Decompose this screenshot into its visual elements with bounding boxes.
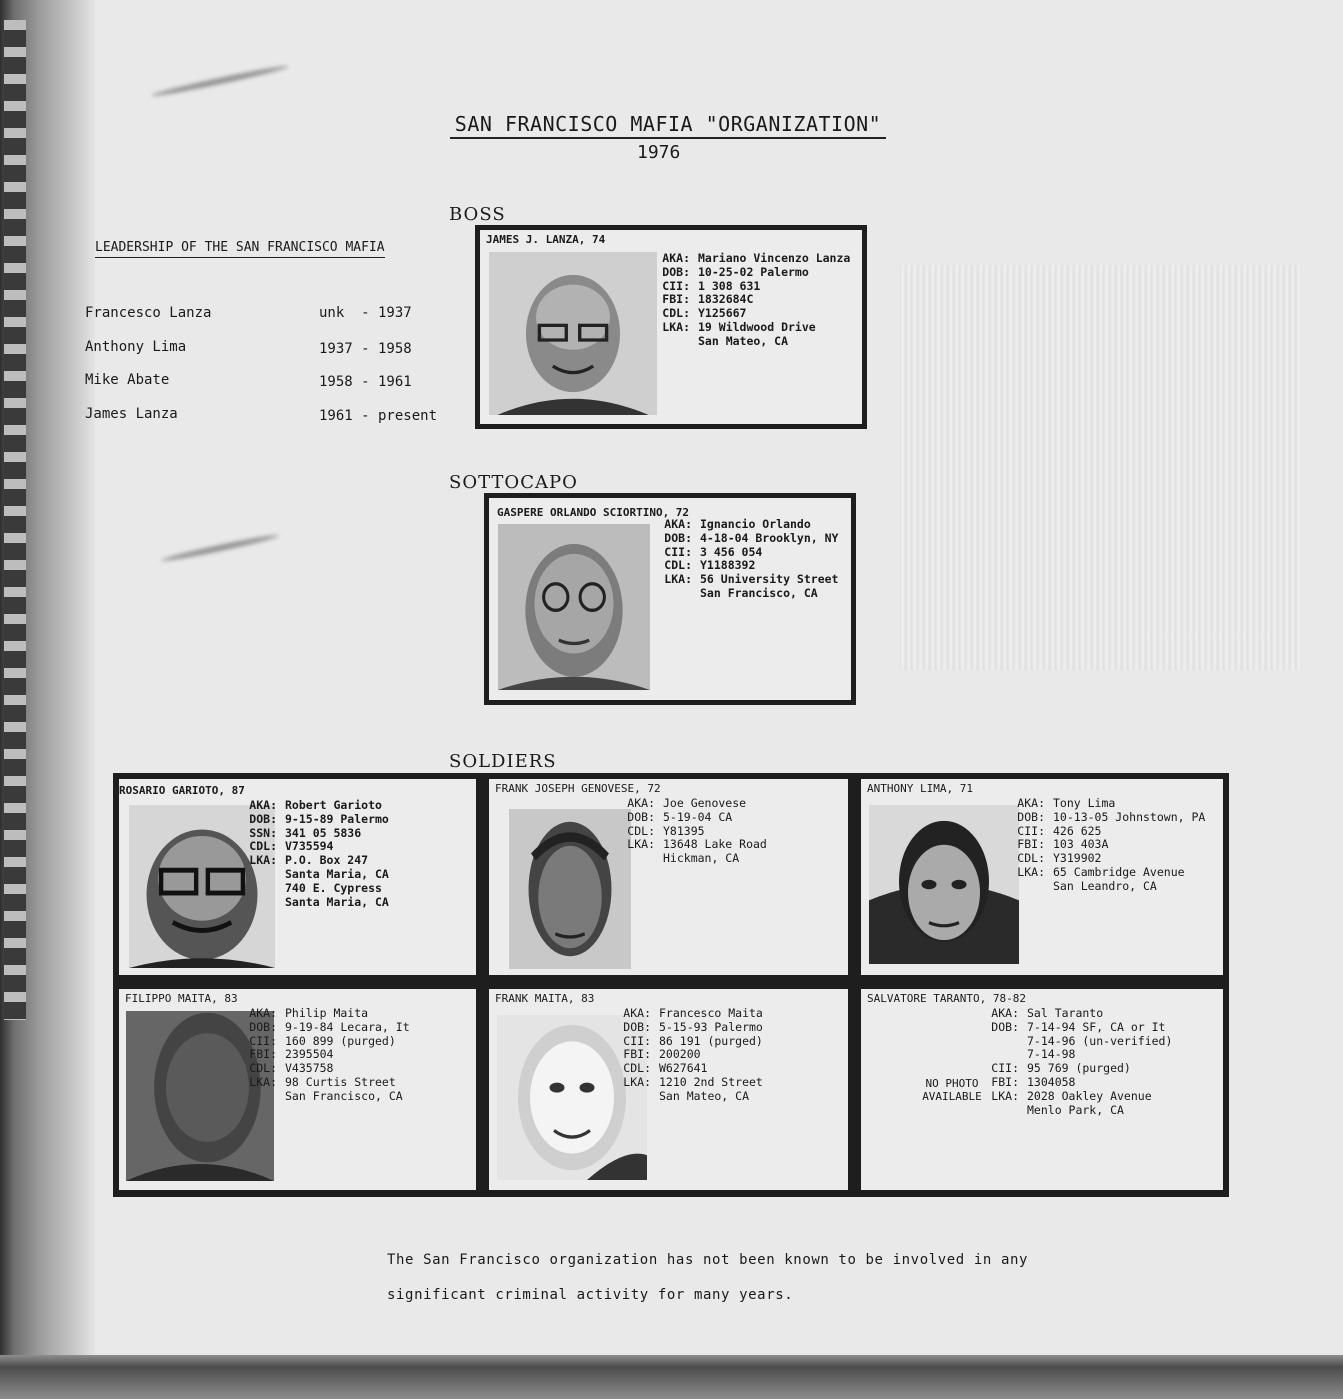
leader-name: Mike Abate (85, 372, 170, 388)
field-value: 5-15-93 Palermo (659, 1019, 763, 1034)
field-value: Y1188392 (700, 558, 756, 573)
field-label: DOB: (249, 1019, 277, 1034)
field-value: 13648 Lake Road (663, 837, 767, 852)
soldier-card (119, 779, 476, 975)
info-row (652, 587, 838, 601)
info-row (237, 813, 389, 827)
field-value: 98 Curtis Street (285, 1074, 396, 1089)
info-row (615, 852, 767, 866)
soldier-card (489, 779, 848, 975)
field-value: 95 769 (purged) (1027, 1061, 1131, 1076)
field-label: CII: (664, 544, 692, 559)
boss-name: JAMES J. LANZA, 74 (486, 233, 606, 246)
spiral-binding (4, 20, 26, 1020)
info-row (979, 1007, 1172, 1021)
leadership-row (85, 339, 412, 357)
field-label: CDL: (623, 1061, 651, 1076)
document-year: 1976 (637, 142, 681, 163)
field-label: FBI: (623, 1047, 651, 1062)
field-value: Tony Lima (1053, 796, 1116, 810)
field-label: AKA: (249, 1006, 277, 1020)
info-row (237, 1076, 410, 1090)
no-photo-notice: NO PHOTO AVAILABLE (922, 1077, 982, 1103)
field-value: W627641 (659, 1061, 708, 1076)
field-label: CII: (1017, 823, 1045, 838)
section-boss: BOSS (449, 204, 506, 225)
soldier-photo (509, 809, 631, 969)
soldier-name: ROSARIO GARIOTO, 87 (119, 784, 245, 797)
sottocapo-photo (498, 524, 650, 690)
leader-name: James Lanza (85, 406, 178, 422)
info-row (1005, 797, 1205, 811)
leadership-row (85, 372, 412, 390)
info-row (650, 266, 850, 280)
field-value: Sal Taranto (1027, 1006, 1104, 1020)
field-value: 426 625 (1053, 823, 1102, 838)
field-value: V735594 (285, 839, 334, 854)
field-value: V435758 (285, 1061, 334, 1076)
info-row (611, 1021, 763, 1035)
field-label: CII: (662, 278, 690, 293)
field-value: P.O. Box 247 (285, 853, 369, 868)
info-row (615, 825, 767, 839)
field-label: DOB: (627, 809, 655, 824)
soldier-info (611, 1007, 763, 1104)
field-label: FBI: (249, 1047, 277, 1062)
field-value: Mariano Vincenzo Lanza (698, 251, 851, 265)
field-value: 2028 Oakley Avenue (1027, 1088, 1152, 1103)
info-row (650, 293, 850, 307)
field-label: DOB: (664, 530, 692, 545)
info-row (652, 559, 838, 573)
info-row (237, 896, 389, 910)
soldiers-grid (113, 773, 1229, 1197)
field-value: Hickman, CA (663, 851, 740, 866)
field-label: DOB: (1017, 809, 1045, 824)
footer-line-1: The San Francisco organization has not been known to be involved in any (387, 1252, 1029, 1268)
field-label: LKA: (664, 572, 692, 587)
field-label: CII: (991, 1061, 1019, 1076)
leader-name: Anthony Lima (85, 339, 187, 355)
field-label: CII: (623, 1033, 651, 1048)
info-row (611, 1062, 763, 1076)
leader-period: 1958 - 1961 (319, 374, 412, 390)
info-row (237, 1062, 410, 1076)
info-row (615, 811, 767, 825)
field-label: CDL: (662, 306, 690, 321)
info-row (652, 573, 838, 587)
info-row (237, 1048, 410, 1062)
soldier-name: FRANK JOSEPH GENOVESE, 72 (495, 782, 661, 795)
field-value: 200200 (659, 1047, 701, 1062)
field-label: FBI: (1017, 837, 1045, 852)
field-value: 7-14-94 SF, CA or It (1027, 1019, 1166, 1034)
field-label: DOB: (991, 1019, 1019, 1034)
soldier-photo (869, 805, 1019, 964)
field-value: 1 308 631 (698, 278, 761, 293)
info-row (1005, 825, 1205, 839)
soldier-info (237, 1007, 410, 1104)
field-label: CDL: (627, 823, 655, 838)
info-row (1005, 880, 1205, 894)
info-row (650, 321, 850, 335)
field-value: Ignancio Orlando (700, 517, 811, 531)
info-row (979, 1062, 1172, 1076)
field-value: 1304058 (1027, 1074, 1076, 1089)
leadership-row (85, 305, 412, 321)
field-label: LKA: (623, 1074, 651, 1089)
field-label: LKA: (662, 319, 690, 334)
field-label: LKA: (627, 837, 655, 852)
field-label: AKA: (623, 1006, 651, 1020)
info-row (237, 1021, 410, 1035)
field-label: DOB: (662, 264, 690, 279)
info-row (979, 1076, 1172, 1090)
field-value: 103 403A (1053, 837, 1109, 852)
info-row (650, 307, 850, 321)
soldier-card (489, 989, 848, 1190)
field-label: AKA: (1017, 796, 1045, 810)
field-label: LKA: (1017, 864, 1045, 879)
soldier-name: ANTHONY LIMA, 71 (867, 782, 973, 795)
field-value: Philip Maita (285, 1006, 369, 1020)
sottocapo-card (484, 493, 856, 705)
field-label: LKA: (249, 853, 277, 868)
info-row (650, 280, 850, 294)
field-label: FBI: (662, 292, 690, 307)
field-value: 3 456 054 (700, 544, 763, 559)
field-value: 65 Cambridge Avenue (1053, 864, 1185, 879)
ink-smudge (151, 64, 289, 99)
field-value: 740 E. Cypress (285, 880, 382, 895)
section-soldiers: SOLDIERS (449, 751, 557, 772)
soldier-name: SALVATORE TARANTO, 78-82 (867, 992, 1026, 1005)
soldier-info (979, 1007, 1172, 1117)
leadership-heading: LEADERSHIP OF THE SAN FRANCISCO MAFIA (95, 240, 385, 258)
field-label: DOB: (623, 1019, 651, 1034)
info-row (237, 1035, 410, 1049)
redacted-patch (900, 265, 1300, 670)
page-bottom-edge (0, 1355, 1343, 1399)
info-row (237, 827, 389, 841)
field-value: 19 Wildwood Drive (698, 319, 816, 334)
info-row (615, 797, 767, 811)
field-value: 10-13-05 Johnstown, PA (1053, 809, 1206, 824)
soldier-card (861, 989, 1223, 1190)
field-value: Y81395 (663, 823, 705, 838)
info-row (611, 1007, 763, 1021)
info-row (237, 1090, 410, 1104)
field-value: 7-14-96 (un-verified) (1027, 1033, 1173, 1048)
field-value: 86 191 (purged) (659, 1033, 763, 1048)
info-row (237, 1007, 410, 1021)
field-value: 2395504 (285, 1047, 334, 1062)
info-row (652, 546, 838, 560)
field-value: 7-14-98 (1027, 1047, 1076, 1062)
document-title: SAN FRANCISCO MAFIA "ORGANIZATION" (450, 112, 886, 139)
boss-info (650, 252, 850, 349)
field-label: CDL: (249, 1061, 277, 1076)
info-row (1005, 811, 1205, 825)
leader-period: 1961 - present (319, 408, 438, 424)
field-value: 1210 2nd Street (659, 1074, 763, 1089)
leadership-row (85, 406, 438, 424)
field-label: AKA: (991, 1006, 1019, 1020)
info-row (237, 868, 389, 882)
field-value: Joe Genovese (663, 796, 747, 810)
info-row (237, 854, 389, 868)
field-value: 5-19-04 CA (663, 809, 733, 824)
info-row (650, 335, 850, 349)
info-row (652, 518, 838, 532)
field-value: Francesco Maita (659, 1006, 763, 1020)
field-label: DOB: (249, 811, 277, 826)
info-row (979, 1090, 1172, 1104)
info-row (611, 1090, 763, 1104)
field-label: AKA: (662, 251, 690, 265)
field-value: San Leandro, CA (1053, 878, 1157, 893)
leader-period: unk - 1937 (319, 305, 412, 321)
info-row (1005, 866, 1205, 880)
field-label: CII: (249, 1033, 277, 1048)
field-label: LKA: (249, 1074, 277, 1089)
info-row (979, 1035, 1172, 1049)
field-label: FBI: (991, 1074, 1019, 1089)
leader-name: Francesco Lanza (85, 305, 212, 321)
field-value: Santa Maria, CA (285, 894, 389, 909)
info-row (237, 840, 389, 854)
field-label: AKA: (664, 517, 692, 531)
info-row (237, 799, 389, 813)
field-value: San Mateo, CA (698, 333, 789, 348)
field-value: 4-18-04 Brooklyn, NY (700, 530, 839, 545)
field-label: CDL: (1017, 851, 1045, 866)
soldier-info (1005, 797, 1205, 894)
field-value: Y125667 (698, 306, 747, 321)
leader-period: 1937 - 1958 (319, 341, 412, 357)
field-value: Y319902 (1053, 851, 1102, 866)
field-value: 56 University Street (700, 572, 839, 587)
field-label: SSN: (249, 825, 277, 840)
info-row (979, 1104, 1172, 1118)
field-value: 341 05 5836 (285, 825, 362, 840)
field-label: AKA: (627, 796, 655, 810)
section-sottocapo: SOTTOCAPO (449, 472, 578, 493)
field-value: 1832684C (698, 292, 754, 307)
field-label: CDL: (664, 558, 692, 573)
boss-card (475, 225, 867, 429)
info-row (611, 1076, 763, 1090)
sottocapo-name: GASPERE ORLANDO SCIORTINO, 72 (497, 506, 690, 519)
info-row (237, 882, 389, 896)
field-value: Robert Garioto (285, 798, 382, 812)
info-row (611, 1035, 763, 1049)
info-row (1005, 852, 1205, 866)
field-value: San Francisco, CA (285, 1088, 403, 1103)
field-value: 9-19-84 Lecara, It (285, 1019, 410, 1034)
field-value: San Francisco, CA (700, 585, 818, 600)
field-value: 160 899 (purged) (285, 1033, 396, 1048)
field-label: LKA: (991, 1088, 1019, 1103)
soldier-card (119, 989, 476, 1190)
ink-smudge (161, 533, 280, 564)
info-row (1005, 838, 1205, 852)
field-value: San Mateo, CA (659, 1088, 750, 1103)
soldier-info (615, 797, 767, 866)
info-row (652, 532, 838, 546)
field-label: AKA: (249, 798, 277, 812)
boss-photo (489, 252, 657, 415)
soldier-card (861, 779, 1223, 975)
field-value: Santa Maria, CA (285, 866, 389, 881)
info-row (979, 1021, 1172, 1035)
soldier-name: FILIPPO MAITA, 83 (125, 992, 238, 1005)
sottocapo-info (652, 518, 838, 601)
field-value: Menlo Park, CA (1027, 1102, 1124, 1117)
info-row (615, 838, 767, 852)
field-value: 9-15-89 Palermo (285, 811, 389, 826)
soldier-name: FRANK MAITA, 83 (495, 992, 595, 1005)
info-row (650, 252, 850, 266)
field-value: 10-25-02 Palermo (698, 264, 809, 279)
info-row (979, 1048, 1172, 1062)
footer-line-2: significant criminal activity for many years. (387, 1287, 794, 1303)
field-label: CDL: (249, 839, 277, 854)
info-row (611, 1048, 763, 1062)
soldier-info (237, 799, 389, 909)
